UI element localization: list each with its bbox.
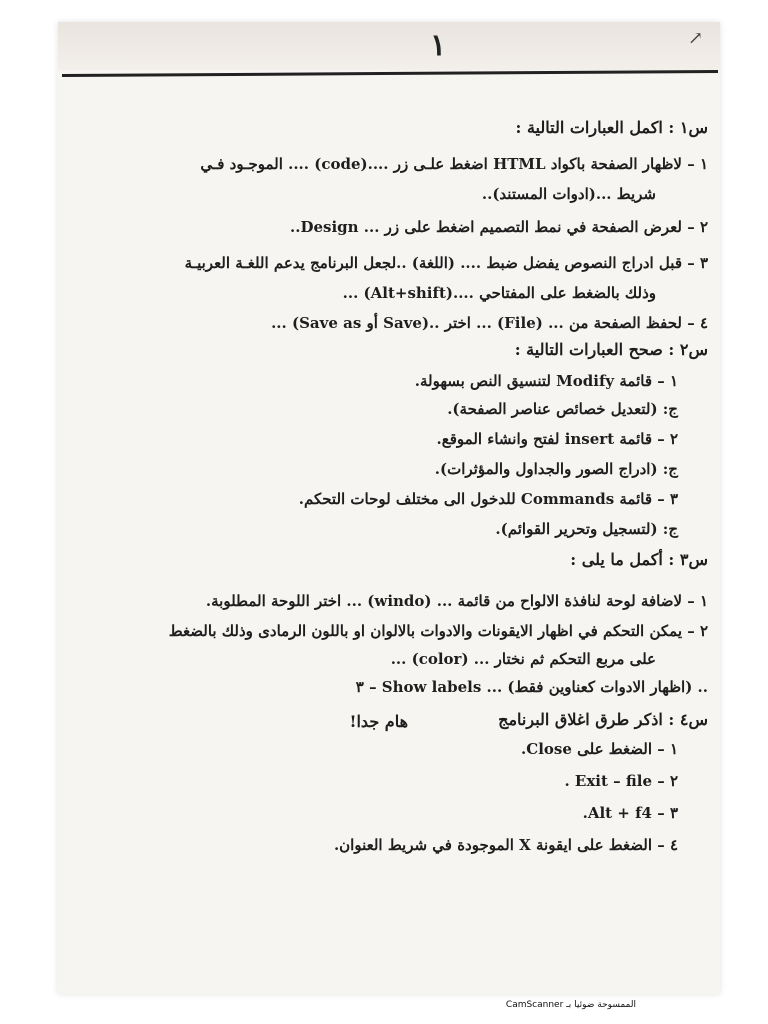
- q4-item-2: . Exit – file – ٢: [564, 772, 678, 790]
- scanner-watermark: الممسوحة ضوئيا بـ CamScanner: [505, 1000, 636, 1010]
- q2-item-2: ٢ – قائمة insert لفتح وانشاء الموقع.: [436, 430, 678, 448]
- q1-item-3: ٣ – قبل ادراج النصوص يفضل ضبط .... (اللغة) ..لجعل البرنامج يدعم اللغـة العربيـة: [184, 254, 708, 272]
- q4-title: س٤ : اذكر طرق اغلاق البرنامج: [498, 710, 708, 729]
- q1-title: س١ : اكمل العبارات التالية :: [515, 118, 708, 137]
- q4-item-4: ٤ – الضغط على ايقونة X الموجودة في شريط العنوان.: [333, 836, 678, 854]
- q4-item-1: ١ – الضغط على Close.: [521, 740, 678, 758]
- q3-item-2: ٢ – يمكن التحكم في اظهار الايقونات والادوات بالالوان او باللون الرمادى وذلك بالضغط: [168, 622, 708, 640]
- q1-item-4: ٤ – لحفظ الصفحة من ... (File) ... اختر ..(Save أو Save as) ...: [271, 314, 708, 332]
- q1-item-1-cont: شريط ...(ادوات المستند)..: [481, 185, 656, 203]
- q3-title: س٣ : أكمل ما يلى :: [570, 550, 708, 569]
- q2-answer-1: ج: (لتعديل خصائص عناصر الصفحة).: [447, 400, 678, 418]
- q2-item-3: ٣ – قائمة Commands للدخول الى مختلف لوحات التحكم.: [298, 490, 678, 508]
- q3-item-1: ١ – لاضافة لوحة لنافذة الالواح من قائمة ... (windo) ... اختر اللوحة المطلوبة.: [205, 592, 708, 610]
- corner-mark-icon: ↗: [688, 28, 704, 49]
- q1-item-3-cont: وذلك بالضغط على المفتاحي ....(Alt+shift) ...: [342, 284, 656, 302]
- q2-answer-3: ج: (لتسجيل وتحرير القوائم).: [495, 520, 678, 538]
- q4-note: هام جدا!: [349, 712, 408, 731]
- q2-item-1: ١ – قائمة Modify لتنسيق النص بسهولة.: [414, 372, 678, 390]
- q3-item-2-cont: على مربع التحكم ثم نختار ... (color) ...: [390, 650, 656, 668]
- q2-answer-2: ج: (ادراج الصور والجداول والمؤثرات).: [434, 460, 678, 478]
- q1-item-1: ١ – لاظهار الصفحة باكواد HTML اضغط علـى زر ....(code) .... الموجـود فـي: [200, 155, 708, 173]
- q3-item-3: ٣ – Show labels ... (اظهار الادوات كعناوين فقط) ..: [355, 678, 708, 696]
- q4-item-3: .Alt + f4 – ٣: [582, 804, 678, 822]
- page-number: ١: [430, 28, 447, 63]
- top-margin: [58, 22, 720, 70]
- q1-item-2: ٢ – لعرض الصفحة في نمط التصميم اضغط على زر ... Design..: [290, 218, 708, 236]
- q2-title: س٢ : صحح العبارات التالية :: [514, 340, 708, 359]
